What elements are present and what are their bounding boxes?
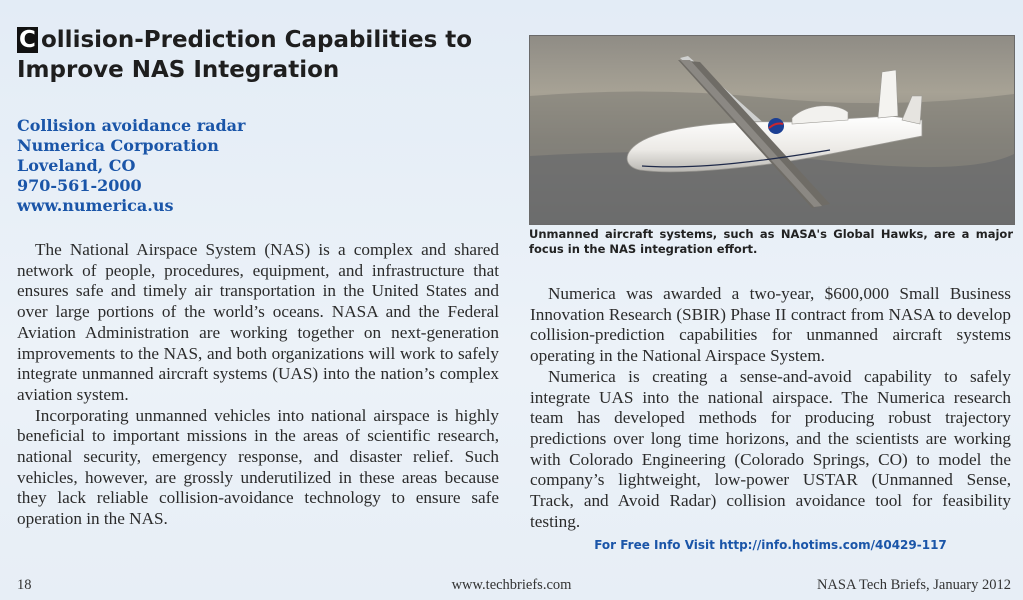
body-paragraph: Numerica is creating a sense-and-avoid capability to safely integrate UAS into the national airspace. The Numerica research team has developed methods for producing robust trajectory predictions over long time horizons, and the scientists are working with Colorado Engineering (Colorado Springs, CO) to model the company’s lightweight, low-power USTAR (Unmanned Sense, Track, and Avoid Radar) collision avoidance tool for feasibility testing. [530,366,1011,531]
publication-info: NASA Tech Briefs, January 2012 [816,577,1011,593]
title-line-2: Improve NAS Integration [17,57,340,83]
figure-caption: Unmanned aircraft systems, such as NASA's Global Hawks, are a major focus in the NAS integration effort. [529,227,1013,256]
body-column-left [17,240,499,530]
company-contact-block [17,116,245,216]
title-drop-cap: C [17,27,38,53]
aircraft-photo [529,35,1015,225]
page-footer [0,577,1023,597]
contact-product: Collision avoidance radar [17,116,246,135]
article-title [17,25,517,85]
contact-website: www.numerica.us [17,196,174,215]
free-info-link[interactable]: For Free Info Visit http://info.hotims.com/40429-117 [594,538,947,552]
global-hawk-image [530,36,1014,224]
contact-phone: 970-561-2000 [17,176,142,195]
page-number: 18 [17,577,32,593]
body-paragraph: Incorporating unmanned vehicles into national airspace is highly beneficial to important missions in the areas of scientific research, national security, emergency response, and disaster relief. Such vehicles, however, are grossly underutilized in these areas because they lack reliable collision-avoidance technology to ensure safe operation in the NAS. [17,405,499,529]
body-column-right [530,284,1011,532]
contact-company: Numerica Corporation [17,136,219,155]
contact-location: Loveland, CO [17,156,136,175]
title-line-1: ollision-Prediction Capabilities to [41,27,473,53]
body-paragraph: The National Airspace System (NAS) is a complex and shared network of people, procedures, equipment, and infrastructure that ensures safe and timely air transportation in the United States and over large portions of the world’s oceans. NASA and the Federal Aviation Administration are working together on next-generation improvements to the NAS, and both organizations will work to safely integrate unmanned aircraft systems (UAS) into the nation’s complex aviation system. [17,240,499,404]
footer-url[interactable]: www.techbriefs.com [451,577,572,593]
body-paragraph: Numerica was awarded a two-year, $600,000 Small Business Innovation Research (SBIR) Phase II contract from NASA to develop collision-prediction capabilities for unmanned aircraft systems operating in the National Airspace System. [530,284,1011,366]
